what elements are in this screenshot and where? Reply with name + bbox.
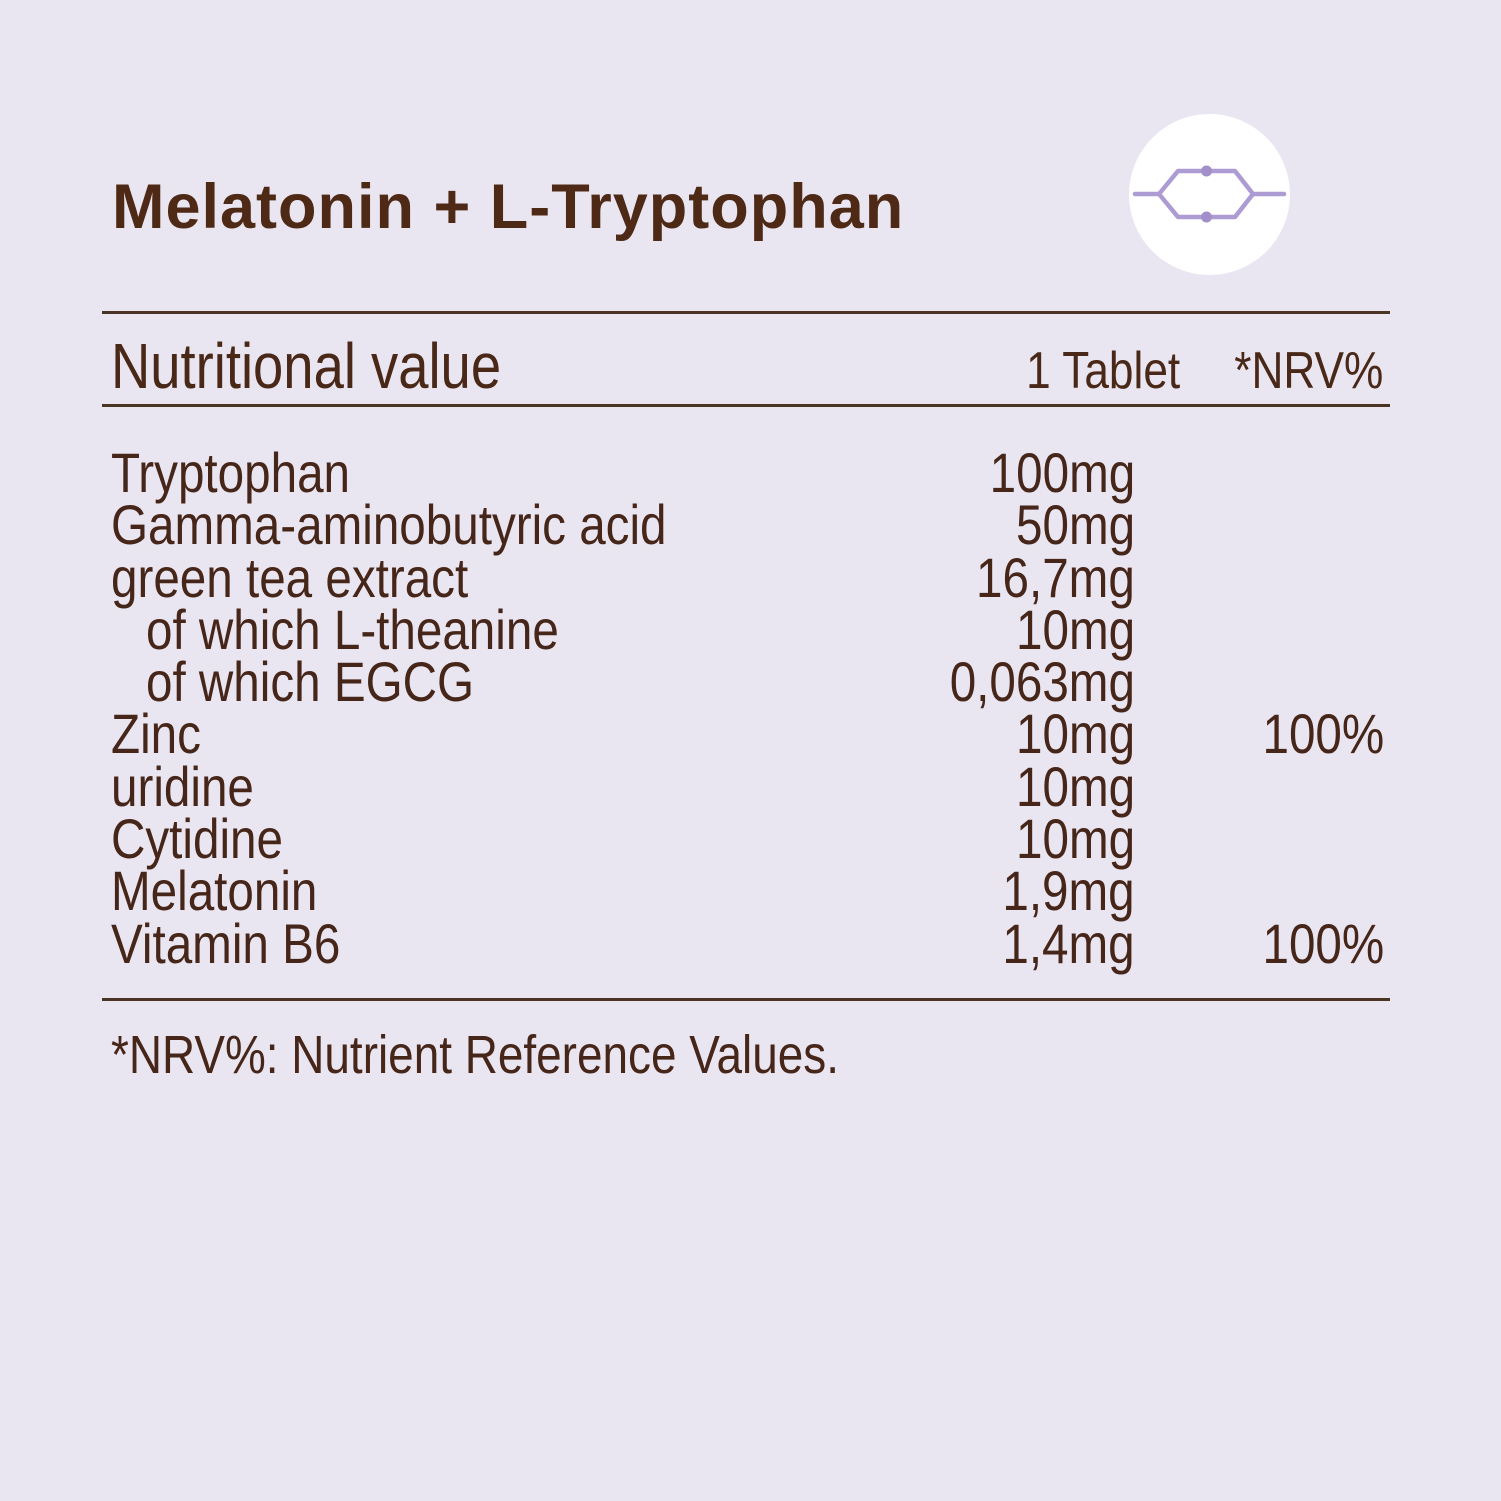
nutrient-name: Vitamin B6 (111, 911, 341, 975)
page-title-text: Melatonin + L-Tryptophan (112, 172, 905, 242)
table-row (0, 911, 1501, 975)
nutrient-amount: 10mg (1015, 754, 1135, 818)
nutrient-name: Gamma-aminobutyric acid (111, 493, 667, 557)
nutrient-name: green tea extract (111, 545, 469, 609)
nutrient-amount: 1,9mg (1002, 859, 1135, 923)
table-row (0, 493, 1501, 557)
nutrient-amount: 16,7mg (976, 545, 1135, 609)
nutrient-amount: 10mg (1015, 807, 1135, 871)
table-row (0, 807, 1501, 871)
nutrient-amount: 100mg (989, 441, 1135, 504)
nutrient-amount: 50mg (1015, 493, 1135, 557)
nutrient-name: Tryptophan (111, 441, 351, 504)
column-header-serving: 1 Tablet (1025, 342, 1180, 400)
page-title (112, 172, 905, 242)
nutrient-amount: 10mg (1015, 702, 1135, 766)
nutrient-amount: 0,063mg (949, 650, 1135, 714)
table-body (0, 441, 1501, 975)
divider-header (102, 404, 1390, 407)
nutrient-name: of which EGCG (146, 650, 475, 714)
table-row (0, 597, 1501, 661)
table-row (0, 650, 1501, 714)
nutrient-name: Zinc (111, 702, 201, 766)
table-row (0, 859, 1501, 923)
column-header-nutrient: Nutritional value (111, 330, 502, 402)
divider-top (102, 311, 1390, 314)
footnote: *NRV%: Nutrient Reference Values. (111, 1025, 839, 1085)
nutrient-nrv: 100% (1262, 911, 1384, 975)
table-row (0, 441, 1501, 504)
divider-bottom (102, 998, 1390, 1001)
table-row (0, 702, 1501, 766)
table-row (0, 754, 1501, 818)
molecule-badge (1129, 114, 1290, 275)
table-row (0, 545, 1501, 609)
molecule-hexagon-icon (1129, 114, 1290, 275)
nutrient-name: uridine (111, 754, 254, 818)
column-header-nrv: *NRV% (1233, 342, 1383, 400)
nutrient-nrv: 100% (1262, 702, 1384, 766)
nutrient-name: Melatonin (111, 859, 318, 923)
nutrient-amount: 1,4mg (1002, 911, 1135, 975)
nutrient-amount: 10mg (1015, 597, 1135, 661)
nutrient-name: of which L-theanine (146, 597, 559, 661)
nutrient-name: Cytidine (111, 807, 283, 871)
